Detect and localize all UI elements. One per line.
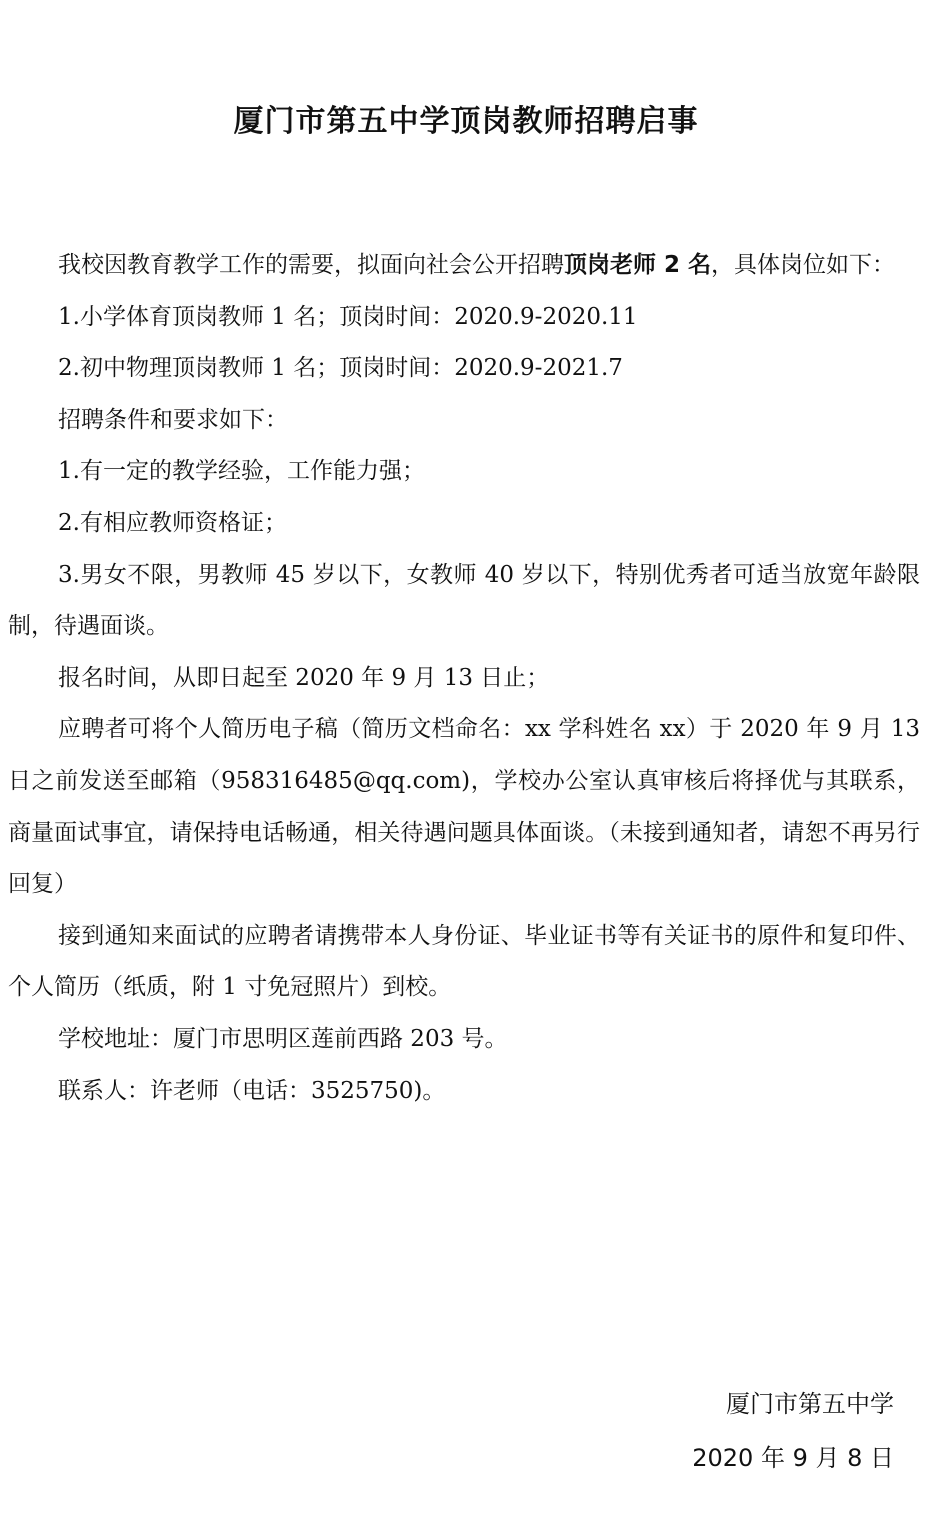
requirement-item: 3.男女不限，男教师 45 岁以下，女教师 40 岁以下，特别优秀者可适当放宽年龄限制，待遇面谈。 <box>8 561 920 640</box>
intro-suffix: ，具体岗位如下： <box>711 252 896 278</box>
intro-prefix: 我校因教育教学工作的需要，拟面向社会公开招聘 <box>58 252 564 278</box>
registration-time: 报名时间，从即日起至 2020 年 9 月 13 日止； <box>58 664 550 691</box>
document-title: 厦门市第五中学顶岗教师招聘启事 <box>233 104 699 140</box>
application-instructions: 应聘者可将个人简历电子稿（简历文档命名：xx 学科姓名 xx）于 2020 年 9 月 13 日之前发送至邮箱（958316485@qq.com)，学校办公室认真审核后将择优与其联系，商量面试事宜，请保持电话畅通，相关待遇问题具体面谈。（未接到通知者，请恕不再另行回复） <box>8 716 920 898</box>
intro-highlight: 顶岗老师 2 名 <box>564 252 712 278</box>
position-item: 1.小学体育顶岗教师 1 名；顶岗时间：2020.9-2020.11 <box>58 303 638 330</box>
intro-paragraph <box>8 240 920 292</box>
requirements-heading: 招聘条件和要求如下： <box>58 406 288 433</box>
requirement-item: 1.有一定的教学经验，工作能力强； <box>58 458 425 485</box>
position-item: 2.初中物理顶岗教师 1 名；顶岗时间：2020.9-2021.7 <box>58 355 623 382</box>
contact-person: 联系人：许老师（电话：3525750)。 <box>58 1077 446 1104</box>
requirement-item: 2.有相应教师资格证； <box>58 509 287 536</box>
signature-block <box>692 1377 894 1485</box>
school-address: 学校地址：厦门市思明区莲前西路 203 号。 <box>58 1025 508 1052</box>
signature-date: 2020 年 9 月 8 日 <box>692 1444 894 1472</box>
document-body <box>8 240 920 1117</box>
signature-organization: 厦门市第五中学 <box>726 1390 894 1418</box>
interview-materials: 接到通知来面试的应聘者请携带本人身份证、毕业证书等有关证书的原件和复印件、个人简历（纸质，附 1 寸免冠照片）到校。 <box>8 922 920 1001</box>
